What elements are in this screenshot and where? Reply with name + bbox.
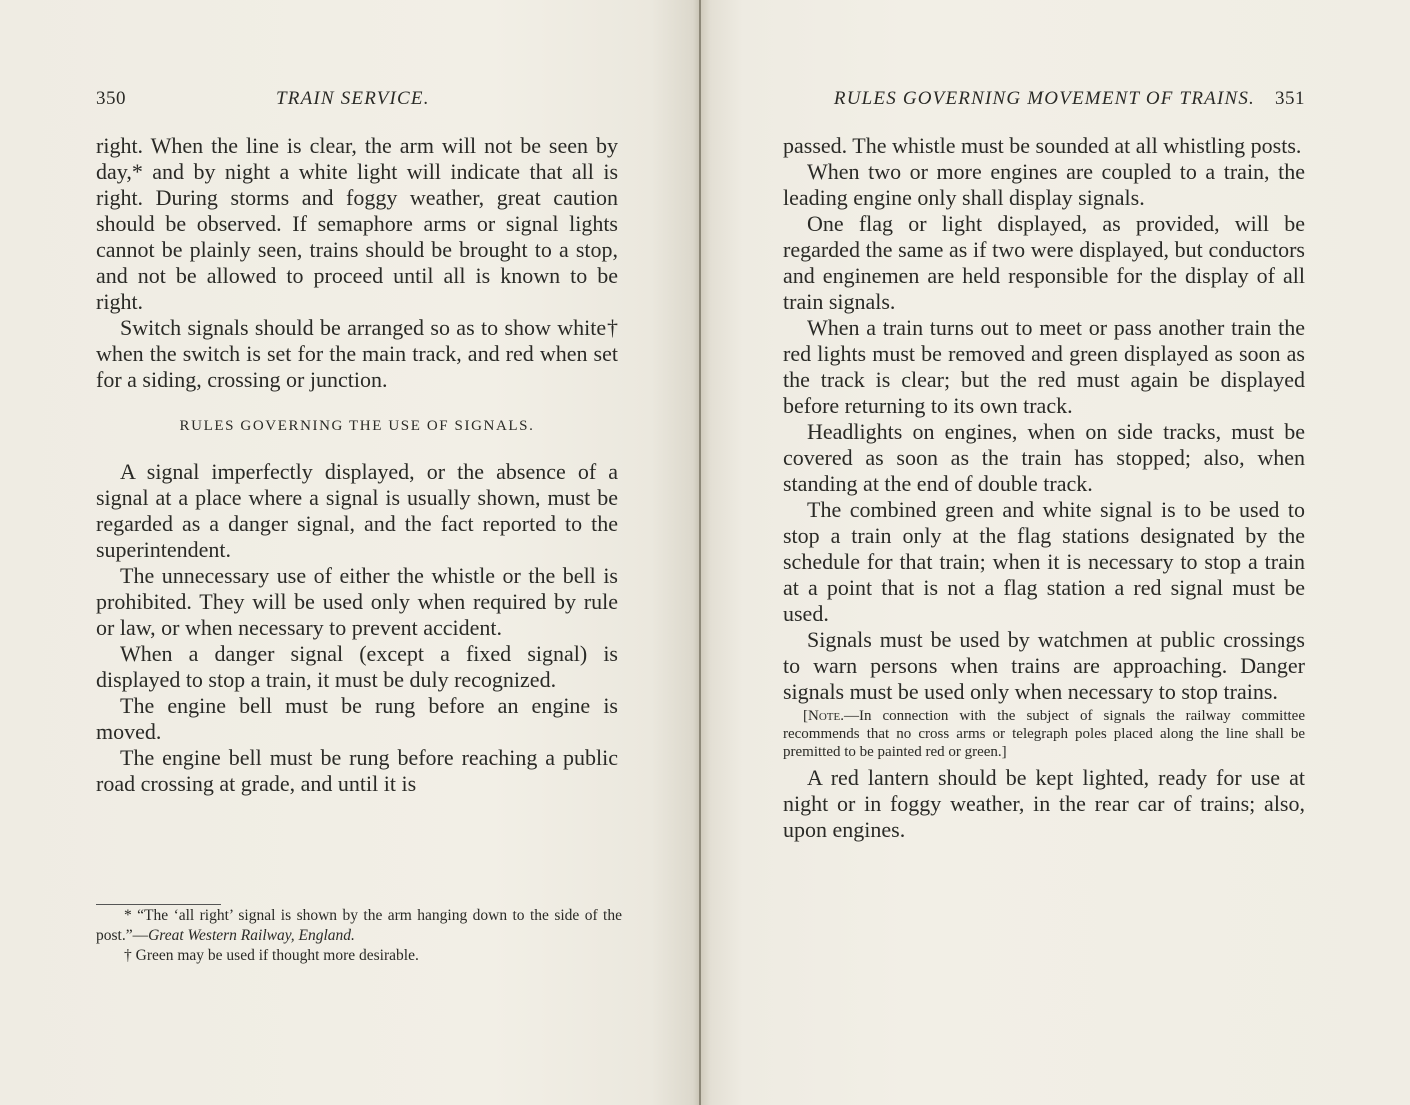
footnote-text: † Green may be used if thought more desirable.: [124, 947, 419, 964]
section-heading: RULES GOVERNING THE USE OF SIGNALS.: [179, 418, 535, 434]
footnote: [96, 946, 622, 966]
running-head-title: TRAIN SERVICE.: [276, 88, 430, 109]
right-body-text: [783, 133, 1305, 843]
note-label: [Note.: [803, 708, 844, 724]
page-number: 350: [96, 88, 126, 109]
paragraph: Headlights on engines, when on side tracks, must be covered as soon as the train has stopped; also, when standing at the end of double track.: [783, 419, 1305, 496]
paragraph: The engine bell must be rung before reaching a public road crossing at grade, and until it is: [96, 745, 618, 796]
note-paragraph: [783, 707, 1305, 761]
paragraph: One flag or light displayed, as provided, will be regarded the same as if two were displayed, but conductors and enginemen are held responsible for the display of all train signals.: [783, 211, 1305, 314]
paragraph: When a train turns out to meet or pass another train the red lights must be removed and green displayed as soon as the track is clear; but the red must again be displayed before returning to its own track.: [783, 315, 1305, 418]
paragraph: A signal imperfectly displayed, or the absence of a signal at a place where a signal is usually shown, must be regarded as a danger signal, and the fact reported to the superintendent.: [96, 459, 618, 562]
paragraph: Switch signals should be arranged so as to show white† when the switch is set for the main track, and red when set for a siding, crossing or junction.: [96, 315, 618, 392]
editorial-note: [783, 707, 1305, 761]
paragraph: When two or more engines are coupled to a train, the leading engine only shall display signals.: [783, 159, 1305, 210]
paragraph: Signals must be used by watchmen at public crossings to warn persons when trains are approaching. Danger signals must be used only when necessary to stop trains.: [783, 627, 1305, 704]
footnotes: [96, 906, 622, 966]
footnote-source: Great Western Railway, England.: [148, 927, 355, 944]
paragraph: A red lantern should be kept lighted, ready for use at night or in foggy weather, in the rear car of trains; also, upon engines.: [783, 765, 1305, 842]
paragraph: The engine bell must be rung before an engine is moved.: [96, 693, 618, 744]
right-running-head: [830, 88, 1305, 110]
note-text: —In connection with the subject of signals the railway committee recommends that no cross arms or telegraph poles placed along the line shall be premitted to be painted red or green.]: [783, 708, 1305, 760]
paragraph: The combined green and white signal is to be used to stop a train only at the flag stations designated by the schedule for that train; when it is necessary to stop a train at a point that is not a flag station a red signal must be used.: [783, 497, 1305, 626]
book-gutter: [699, 0, 701, 1105]
paragraph: When a danger signal (except a fixed signal) is displayed to stop a train, it must be duly recognized.: [96, 641, 618, 692]
footnote-text: * “The ‘all right’ signal is shown by the arm hanging down to the side of the post.”—: [96, 907, 622, 944]
footnote-divider: [96, 904, 221, 905]
left-page: [0, 0, 700, 1105]
left-running-head: [96, 88, 616, 110]
running-head-title: RULES GOVERNING MOVEMENT OF TRAINS.: [833, 88, 1255, 109]
left-body-text: [96, 133, 618, 797]
page-number: 351: [1275, 88, 1305, 109]
paragraph: The unnecessary use of either the whistle or the bell is prohibited. They will be used only when required by rule or law, or when necessary to prevent accident.: [96, 563, 618, 640]
footnote: [96, 906, 622, 946]
paragraph: passed. The whistle must be sounded at all whistling posts.: [783, 133, 1302, 158]
paragraph: right. When the line is clear, the arm will not be seen by day,* and by night a white light will indicate that all is right. During storms and foggy weather, great caution should be observed. If semaphore arms or signal lights cannot be plainly seen, trains should be brought to a stop, and not be allowed to proceed until all is known to be right.: [96, 133, 618, 314]
right-page: [700, 0, 1410, 1105]
